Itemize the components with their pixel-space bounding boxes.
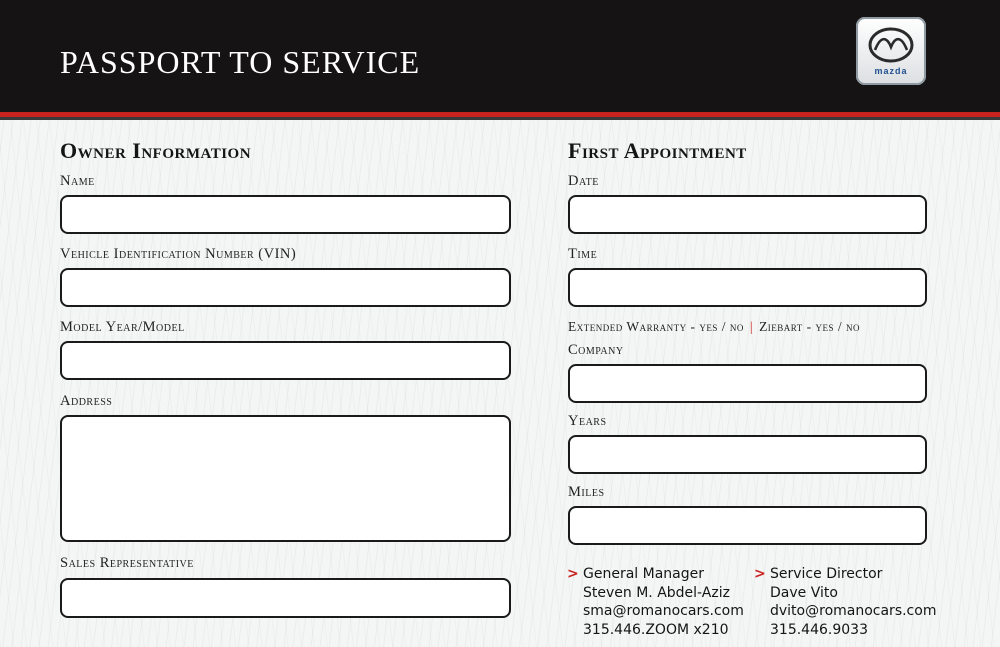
name-label: Name [60, 173, 95, 189]
contact-email[interactable]: sma@romanocars.com [583, 603, 744, 619]
service-director-contact [754, 565, 937, 639]
chevron-right-icon: > [754, 566, 766, 582]
contact-name: Dave Vito [770, 584, 838, 601]
address-label: Address [60, 393, 113, 409]
owner-information-heading: Owner Information [60, 138, 252, 163]
model-field[interactable] [60, 341, 511, 380]
contact-phone: 315.446.ZOOM x210 [583, 621, 729, 638]
chevron-right-icon: > [567, 566, 579, 582]
time-label: Time [568, 246, 598, 262]
sales-rep-label: Sales Representative [60, 555, 194, 571]
miles-field[interactable] [568, 506, 927, 545]
address-field[interactable] [60, 415, 511, 542]
general-manager-contact [567, 565, 744, 639]
date-label: Date [568, 173, 599, 189]
vin-label: Vehicle Identification Number (VIN) [60, 246, 297, 262]
contact-role: Service Director [770, 566, 883, 582]
vin-field[interactable] [60, 268, 511, 307]
company-label: Company [568, 342, 624, 358]
years-field[interactable] [568, 435, 927, 474]
company-field[interactable] [568, 364, 927, 403]
contact-phone: 315.446.9033 [770, 621, 868, 638]
model-label: Model Year/Model [60, 319, 185, 335]
time-field[interactable] [568, 268, 927, 307]
brand-word: mazda [874, 66, 908, 76]
header-bar [0, 0, 1000, 112]
page-title: PASSPORT TO SERVICE [60, 44, 421, 80]
warranty-line [568, 319, 860, 335]
extended-warranty-label: Extended Warranty - yes / no [568, 319, 744, 334]
ziebart-label: Ziebart - yes / no [759, 319, 861, 334]
contact-email[interactable]: dvito@romanocars.com [770, 603, 937, 619]
date-field[interactable] [568, 195, 927, 234]
first-appointment-heading: First Appointment [568, 138, 747, 163]
dark-stripe [0, 117, 1000, 120]
mazda-logo-icon [856, 17, 926, 85]
sales-rep-field[interactable] [60, 578, 511, 618]
warranty-separator: | [749, 319, 754, 334]
years-label: Years [568, 413, 607, 429]
miles-label: Miles [568, 484, 605, 500]
contact-name: Steven M. Abdel-Aziz [583, 584, 730, 601]
contact-role: General Manager [583, 566, 704, 582]
name-field[interactable] [60, 195, 511, 234]
